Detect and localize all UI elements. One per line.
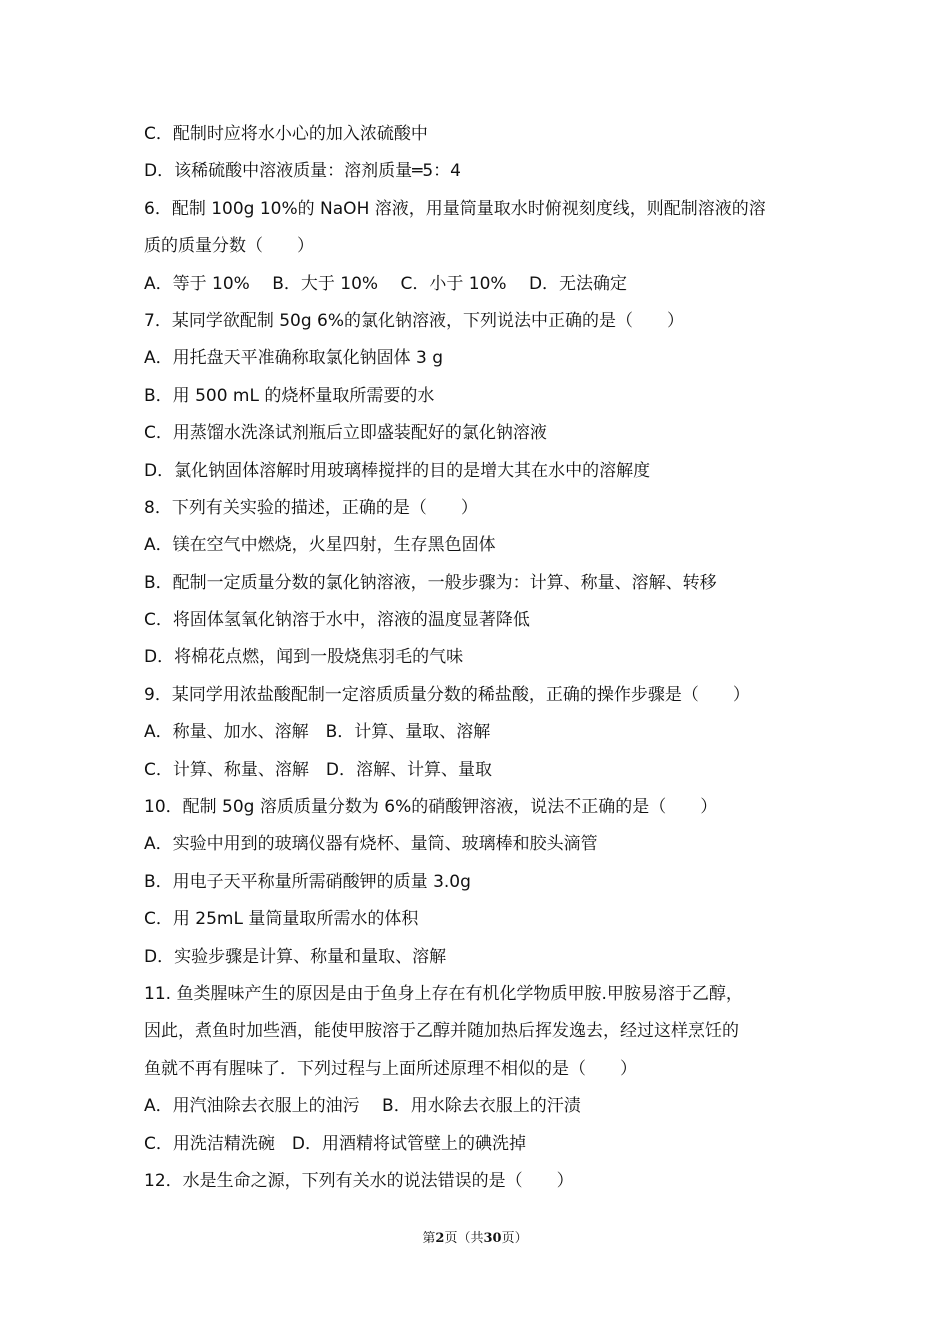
text-line: C．用蒸馏水洗涤试剂瓶后立即盛装配好的氯化钠溶液 <box>144 423 547 444</box>
text-line: B．配制一定质量分数的氯化钠溶液，一般步骤为：计算、称量、溶解、转移 <box>144 572 717 593</box>
text-line: B．用电子天平称量所需硝酸钾的质量 3.0g <box>144 871 471 892</box>
text-line: A．用托盘天平准确称取氯化钠固体 3 g <box>144 348 444 369</box>
text-line: A．用汽油除去衣服上的油污 B．用水除去衣服上的汗渍 <box>144 1096 581 1117</box>
text-line: A．等于 10% B．大于 10% C．小于 10% D．无法确定 <box>144 273 628 294</box>
text-line: 10．配制 50g 溶质质量分数为 6%的硝酸钾溶液，说法不正确的是（ ） <box>144 797 718 818</box>
text-line: C．配制时应将水小心的加入浓硫酸中 <box>144 124 428 144</box>
text-line: D．将棉花点燃，闻到一股烧焦羽毛的气味 <box>144 647 464 668</box>
text-line: 鱼就不再有腥味了．下列过程与上面所述原理不相似的是（ ） <box>144 1058 637 1079</box>
text-line: 质的质量分数（ ） <box>144 236 314 257</box>
footer-total-pages: 30 <box>483 1231 502 1246</box>
text-line: D．氯化钠固体溶解时用玻璃棒搅拌的目的是增大其在水中的溶解度 <box>144 460 651 481</box>
footer-page-number: 2 <box>435 1231 445 1246</box>
text-line: C．用 25mL 量筒量取所需水的体积 <box>144 909 419 930</box>
text-line: A．称量、加水、溶解 B．计算、量取、溶解 <box>144 722 491 743</box>
text-line: D．实验步骤是计算、称量和量取、溶解 <box>144 946 447 967</box>
text-line: 因此，煮鱼时加些酒，能使甲胺溶于乙醇并随加热后挥发逸去，经过这样烹饪的 <box>144 1021 739 1042</box>
text-line: A．实验中用到的玻璃仪器有烧杯、量筒、玻璃棒和胶头滴管 <box>144 834 598 855</box>
footer-prefix: 第 <box>422 1231 436 1246</box>
text-line: 9．某同学用浓盐酸配制一定溶质质量分数的稀盐酸，正确的操作步骤是（ ） <box>144 684 750 705</box>
text-line: A．镁在空气中燃烧，火星四射，生存黑色固体 <box>144 535 496 556</box>
text-line: 8．下列有关实验的描述，正确的是（ ） <box>144 497 478 518</box>
text-line: C．计算、称量、溶解 D．溶解、计算、量取 <box>144 759 492 780</box>
footer-suffix: 页） <box>501 1231 528 1246</box>
text-line: D．该稀硫酸中溶液质量：溶剂质量═5：4 <box>144 161 461 182</box>
text-line: 7．某同学欲配制 50g 6%的氯化钠溶液，下列说法中正确的是（ ） <box>144 310 685 331</box>
text-line: B．用 500 mL 的烧杯量取所需要的水 <box>144 385 435 406</box>
footer-middle: 页（共 <box>444 1231 484 1246</box>
page-footer <box>0 1227 950 1246</box>
text-line: 12．水是生命之源，下列有关水的说法错误的是（ ） <box>144 1170 574 1191</box>
text-line: C．用洗洁精洗碗 D．用酒精将试管壁上的碘洗掉 <box>144 1133 526 1154</box>
question-content <box>144 116 824 1200</box>
text-line: C．将固体氢氧化钠溶于水中，溶液的温度显著降低 <box>144 610 530 631</box>
text-line: 11. 鱼类腥味产生的原因是由于鱼身上存在有机化学物质甲胺.甲胺易溶于乙醇， <box>144 983 743 1004</box>
text-line: 6．配制 100g 10%的 NaOH 溶液，用量筒量取水时俯视刻度线，则配制溶液的溶 <box>144 198 766 219</box>
